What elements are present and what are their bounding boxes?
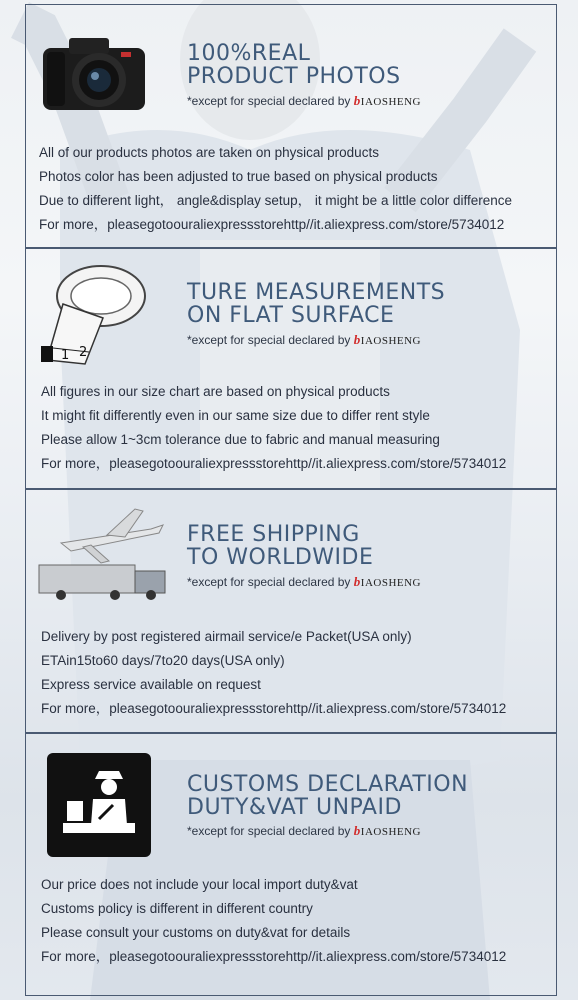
body-line: Customs policy is different in different country: [41, 901, 313, 916]
body-line: Please consult your customs on duty&vat for details: [41, 925, 351, 940]
note-text: *except for special declared by: [187, 94, 351, 108]
section-real-photos: [25, 10, 557, 245]
section-heading: [187, 523, 373, 569]
section-free-shipping: [25, 491, 557, 729]
note-text: *except for special declared by: [187, 575, 351, 589]
body-line: Photos color has been adjusted to true based on physical products: [39, 169, 438, 184]
body-line: All figures in our size chart are based on physical products: [41, 384, 390, 399]
heading-line-1: TURE MEASUREMENTS: [187, 280, 446, 305]
section-measurements: [25, 250, 557, 485]
body-line: Express service available on request: [41, 677, 261, 692]
section-heading: [187, 42, 401, 88]
svg-text:2: 2: [79, 345, 88, 360]
section-divider: [25, 732, 557, 734]
declared-note: [187, 332, 421, 348]
section-body: [41, 873, 506, 969]
brand-logo: [353, 332, 422, 347]
section-body: [41, 380, 506, 476]
heading-line-2: TO WORLDWIDE: [187, 545, 374, 570]
section-divider: [25, 488, 557, 490]
body-line: All of our products photos are taken on physical products: [39, 145, 379, 160]
section-divider: [25, 247, 557, 249]
heading-line-2: ON FLAT SURFACE: [187, 303, 395, 328]
body-line: Delivery by post registered airmail service/e Packet(USA only): [41, 629, 412, 644]
declared-note: [187, 574, 421, 590]
declared-note: [187, 93, 421, 109]
brand-mark: b: [353, 574, 361, 589]
customs-officer-icon: [47, 753, 151, 857]
brand-mark: b: [353, 332, 361, 347]
svg-text:1: 1: [61, 348, 70, 363]
body-line: Due to different light， angle&display setup， it might be a little color difference: [39, 193, 513, 208]
camera-icon: [41, 30, 147, 114]
brand-name: IAOSHENG: [360, 335, 422, 347]
heading-line-2: DUTY&VAT UNPAID: [187, 795, 402, 820]
store-link-line[interactable]: For more，pleasegotoouraliexpressstorehttp//it.aliexpress.com/store/5734012: [41, 949, 507, 964]
heading-line-1: CUSTOMS DECLARATION: [187, 772, 469, 797]
heading-line-1: FREE SHIPPING: [187, 522, 360, 547]
section-customs: [25, 735, 557, 985]
body-line: It might fit differently even in our same size due to differ rent style: [41, 408, 430, 423]
brand-name: IAOSHENG: [360, 826, 422, 838]
brand-logo: [353, 823, 422, 838]
brand-name: IAOSHENG: [360, 577, 422, 589]
tape-measure-icon: [39, 260, 151, 368]
airplane-truck-icon: [31, 503, 181, 603]
section-body: [39, 141, 512, 237]
brand-name: IAOSHENG: [360, 96, 422, 108]
store-link-line[interactable]: For more，pleasegotoouraliexpressstorehttp//it.aliexpress.com/store/5734012: [41, 456, 507, 471]
heading-line-2: PRODUCT PHOTOS: [187, 64, 401, 89]
brand-logo: [353, 574, 422, 589]
section-heading: [187, 773, 468, 819]
note-text: *except for special declared by: [187, 333, 351, 347]
store-link-line[interactable]: For more，pleasegotoouraliexpressstorehttp//it.aliexpress.com/store/5734012: [39, 217, 505, 232]
body-line: ETAin15to60 days/7to20 days(USA only): [41, 653, 285, 668]
section-heading: [187, 281, 445, 327]
brand-mark: b: [353, 823, 361, 838]
body-line: Our price does not include your local import duty&vat: [41, 877, 358, 892]
declared-note: [187, 823, 421, 839]
note-text: *except for special declared by: [187, 824, 351, 838]
heading-line-1: 100%REAL: [187, 41, 311, 66]
section-body: [41, 625, 506, 721]
brand-logo: [353, 93, 422, 108]
body-line: Please allow 1~3cm tolerance due to fabric and manual measuring: [41, 432, 440, 447]
store-link-line[interactable]: For more，pleasegotoouraliexpressstorehttp//it.aliexpress.com/store/5734012: [41, 701, 507, 716]
brand-mark: b: [353, 93, 361, 108]
